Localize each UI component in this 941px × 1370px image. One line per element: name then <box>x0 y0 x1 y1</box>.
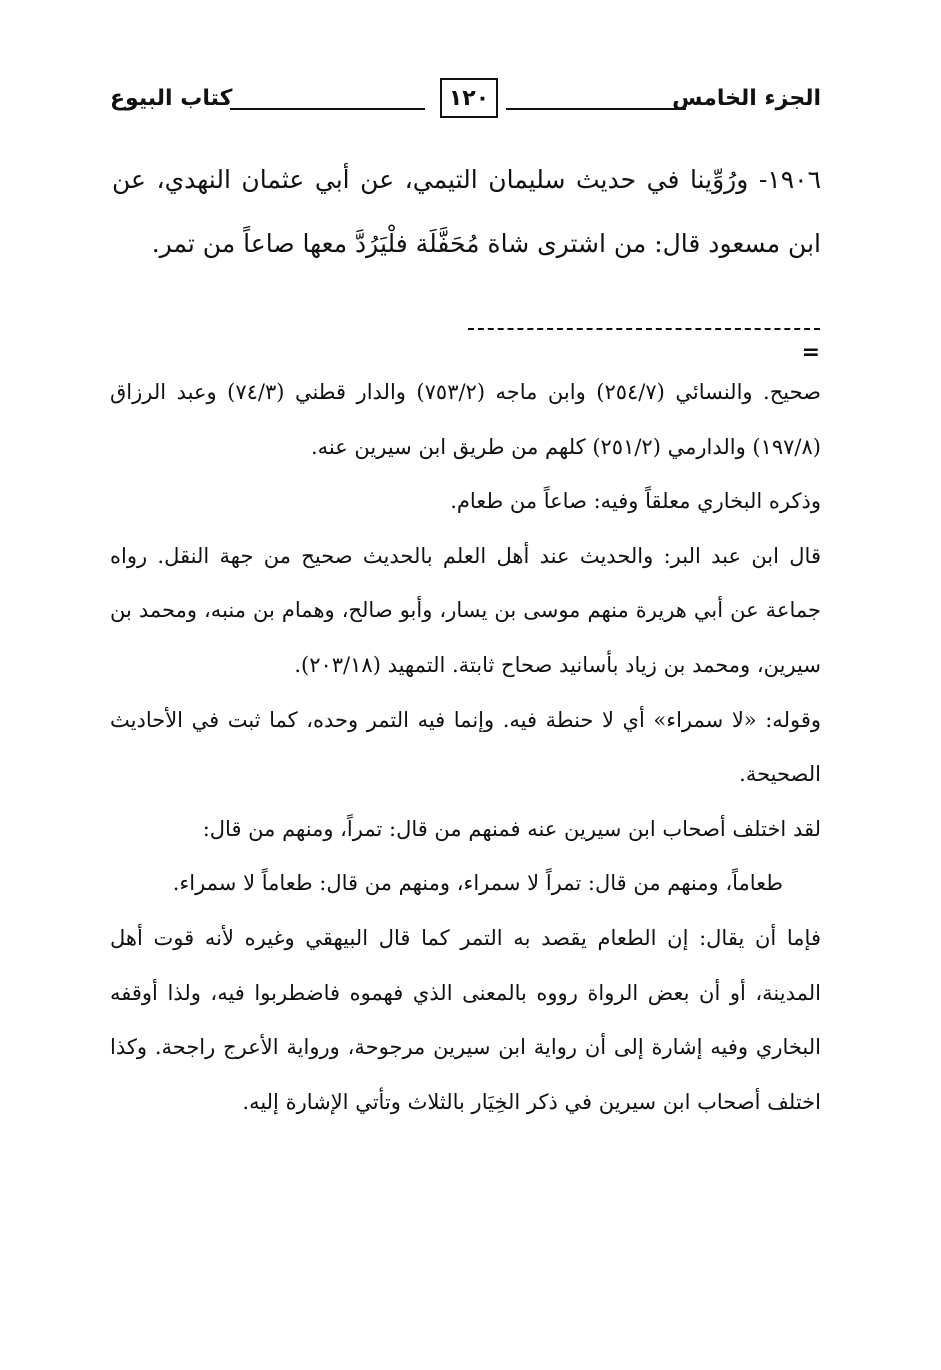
footnotes <box>110 365 821 1129</box>
book-title: كتاب البيوع <box>110 86 233 111</box>
continuation-mark: = <box>801 340 820 365</box>
header-rule-left <box>230 108 425 110</box>
dashed-rule <box>468 328 820 330</box>
page-number-box <box>440 78 498 118</box>
footnote-paragraph: وقوله: «لا سمراء» أي لا حنطة فيه. وإنما فيه التمر وحده، كما ثبت في الأحاديث الصحيحة. <box>110 707 821 787</box>
footnote-paragraph: فإما أن يقال: إن الطعام يقصد به التمر كما قال البيهقي وغيره لأنه قوت أهل المدينة، أو أن بعض الرواة رووه بالمعنى الذي فهموه فاضطربوا فيه، ولذا أوقفه البخاري وفيه إشارة إلى أن رواية ابن سيرين مرجوحة، ورواية الأعرج راجحة. وكذا اختلف أصحاب ابن سيرين في ذكر الخِيَار بالثلاث وتأتي الإشارة إليه. <box>110 925 821 1114</box>
page-header <box>110 78 821 128</box>
hadith-text: ١٩٠٦- ورُوِّينا في حديث سليمان التيمي، عن أبي عثمان النهدي، عن ابن مسعود قال: من اشترى شاة مُحَفَّلَة فلْيَرُدَّ معها صاعاً من تمر. <box>112 165 821 258</box>
footnote-paragraph: صحيح. والنسائي (٢٥٤/٧) وابن ماجه (٧٥٣/٢) والدار قطني (٧٤/٣) وعبد الرزاق (١٩٧/٨) والدارمي (٢٥١/٢) كلهم من طريق ابن سيرين عنه. <box>110 380 822 459</box>
footnote-separator <box>468 318 820 365</box>
page-number: ١٢٠ <box>448 85 490 111</box>
header-rule-right <box>506 108 686 110</box>
footnote-paragraph: وذكره البخاري معلقاً وفيه: صاعاً من طعام. <box>450 489 821 514</box>
footnote-line-indented: طعاماً، ومنهم من قال: تمراً لا سمراء، ومنهم من قال: طعاماً لا سمراء. <box>172 871 783 896</box>
volume-label: الجزء الخامس <box>672 86 821 111</box>
footnote-paragraph <box>110 802 821 911</box>
footnote-paragraph: قال ابن عبد البر: والحديث عند أهل العلم بالحديث صحيح من جهة النقل. رواه جماعة عن أبي هريرة منهم موسى بن يسار، وأبو صالح، وهمام بن منبه، ومحمد بن سيرين، ومحمد بن زياد بأسانيد صحاح ثابتة. التمهيد (٢٠٣/١٨). <box>110 543 821 677</box>
footnote-line: لقد اختلف أصحاب ابن سيرين عنه فمنهم من قال: تمراً، ومنهم من قال: <box>202 816 821 841</box>
